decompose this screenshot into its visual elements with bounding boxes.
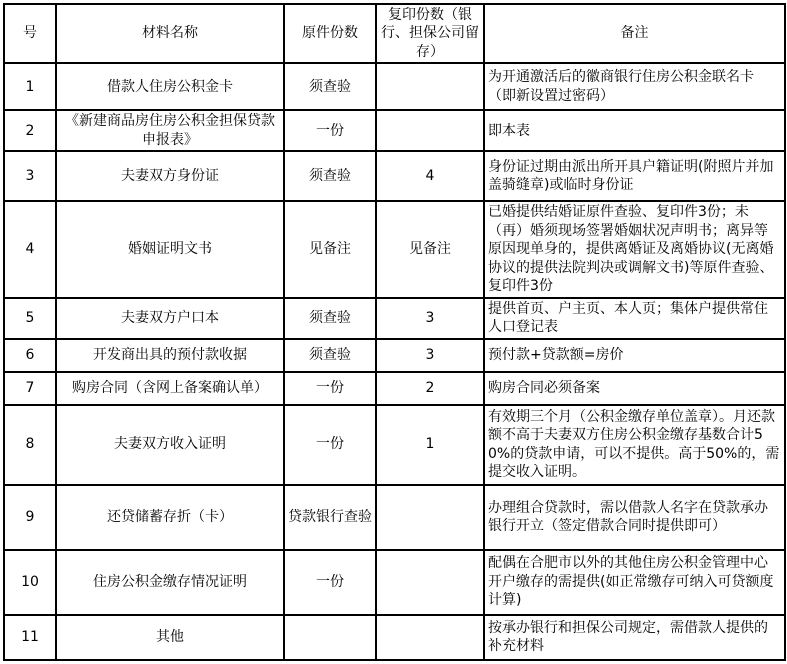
cell-no: 3 xyxy=(4,151,56,201)
cell-original-copies: 须查验 xyxy=(284,339,376,372)
cell-material-name: 《新建商品房住房公积金担保贷款申报表》 xyxy=(56,110,284,151)
cell-original-copies: 一份 xyxy=(284,110,376,151)
materials-table xyxy=(3,3,786,661)
cell-original-copies: 贷款银行查验 xyxy=(284,485,376,550)
table-row xyxy=(4,110,785,151)
cell-remarks: 预付款+贷款额=房价 xyxy=(484,339,785,372)
table-row xyxy=(4,372,785,405)
cell-remarks: 购房合同必须备案 xyxy=(484,372,785,405)
cell-original-copies: 须查验 xyxy=(284,151,376,201)
cell-no: 5 xyxy=(4,298,56,339)
table-row xyxy=(4,405,785,485)
cell-material-name: 婚姻证明文书 xyxy=(56,201,284,297)
table-row xyxy=(4,201,785,297)
cell-original-copies: 一份 xyxy=(284,372,376,405)
cell-original-copies: 一份 xyxy=(284,550,376,615)
cell-no: 8 xyxy=(4,405,56,485)
table-row xyxy=(4,339,785,372)
cell-material-name: 还贷储蓄存折（卡） xyxy=(56,485,284,550)
cell-no: 10 xyxy=(4,550,56,615)
cell-photocopies xyxy=(376,550,484,615)
cell-remarks: 有效期三个月（公积金缴存单位盖章）。月还款额不高于夫妻双方住房公积金缴存基数合计50%的贷款申请，可以不提供。高于50%的，需提交收入证明。 xyxy=(484,405,785,485)
cell-no: 11 xyxy=(4,615,56,660)
cell-photocopies: 4 xyxy=(376,151,484,201)
table-row xyxy=(4,151,785,201)
cell-remarks: 提供首页、户主页、本人页；集体户提供常住人口登记表 xyxy=(484,298,785,339)
cell-photocopies: 2 xyxy=(376,372,484,405)
cell-remarks: 即本表 xyxy=(484,110,785,151)
cell-photocopies xyxy=(376,110,484,151)
table-row xyxy=(4,485,785,550)
cell-no: 1 xyxy=(4,63,56,110)
cell-original-copies: 须查验 xyxy=(284,63,376,110)
cell-remarks: 配偶在合肥市以外的其他住房公积金管理中心开户缴存的需提供(如正常缴存可纳入可贷额度计算) xyxy=(484,550,785,615)
cell-photocopies: 3 xyxy=(376,339,484,372)
cell-material-name: 借款人住房公积金卡 xyxy=(56,63,284,110)
table-row xyxy=(4,615,785,660)
cell-photocopies xyxy=(376,615,484,660)
cell-photocopies: 见备注 xyxy=(376,201,484,297)
table-row xyxy=(4,298,785,339)
cell-photocopies: 3 xyxy=(376,298,484,339)
cell-remarks: 已婚提供结婚证原件查验、复印件3份；未（再）婚须现场签署婚姻状况声明书；离异等原因现单身的，提供离婚证及离婚协议(无离婚协议的提供法院判决或调解文书)等原件查验、复印件3份 xyxy=(484,201,785,297)
table-row xyxy=(4,63,785,110)
cell-no: 2 xyxy=(4,110,56,151)
cell-material-name: 住房公积金缴存情况证明 xyxy=(56,550,284,615)
cell-material-name: 开发商出具的预付款收据 xyxy=(56,339,284,372)
cell-no: 7 xyxy=(4,372,56,405)
cell-no: 4 xyxy=(4,201,56,297)
cell-material-name: 其他 xyxy=(56,615,284,660)
cell-original-copies: 一份 xyxy=(284,405,376,485)
table-row xyxy=(4,550,785,615)
cell-material-name: 夫妻双方户口本 xyxy=(56,298,284,339)
header-original-copies: 原件份数 xyxy=(284,4,376,63)
cell-remarks: 为开通激活后的徽商银行住房公积金联名卡（即新设置过密码） xyxy=(484,63,785,110)
header-row xyxy=(4,4,785,63)
cell-material-name: 购房合同（含网上备案确认单） xyxy=(56,372,284,405)
cell-photocopies xyxy=(376,485,484,550)
cell-no: 6 xyxy=(4,339,56,372)
cell-remarks: 身份证过期由派出所开具户籍证明(附照片并加盖骑缝章)或临时身份证 xyxy=(484,151,785,201)
cell-remarks: 办理组合贷款时，需以借款人名字在贷款承办银行开立（签定借款合同时提供即可） xyxy=(484,485,785,550)
cell-photocopies: 1 xyxy=(376,405,484,485)
header-remarks: 备注 xyxy=(484,4,785,63)
cell-no: 9 xyxy=(4,485,56,550)
header-photocopies: 复印份数（银行、担保公司留存） xyxy=(376,4,484,63)
cell-material-name: 夫妻双方身份证 xyxy=(56,151,284,201)
header-no: 号 xyxy=(4,4,56,63)
cell-remarks: 按承办银行和担保公司规定，需借款人提供的补充材料 xyxy=(484,615,785,660)
header-material-name: 材料名称 xyxy=(56,4,284,63)
cell-original-copies: 见备注 xyxy=(284,201,376,297)
cell-photocopies xyxy=(376,63,484,110)
cell-material-name: 夫妻双方收入证明 xyxy=(56,405,284,485)
cell-original-copies: 须查验 xyxy=(284,298,376,339)
cell-original-copies xyxy=(284,615,376,660)
